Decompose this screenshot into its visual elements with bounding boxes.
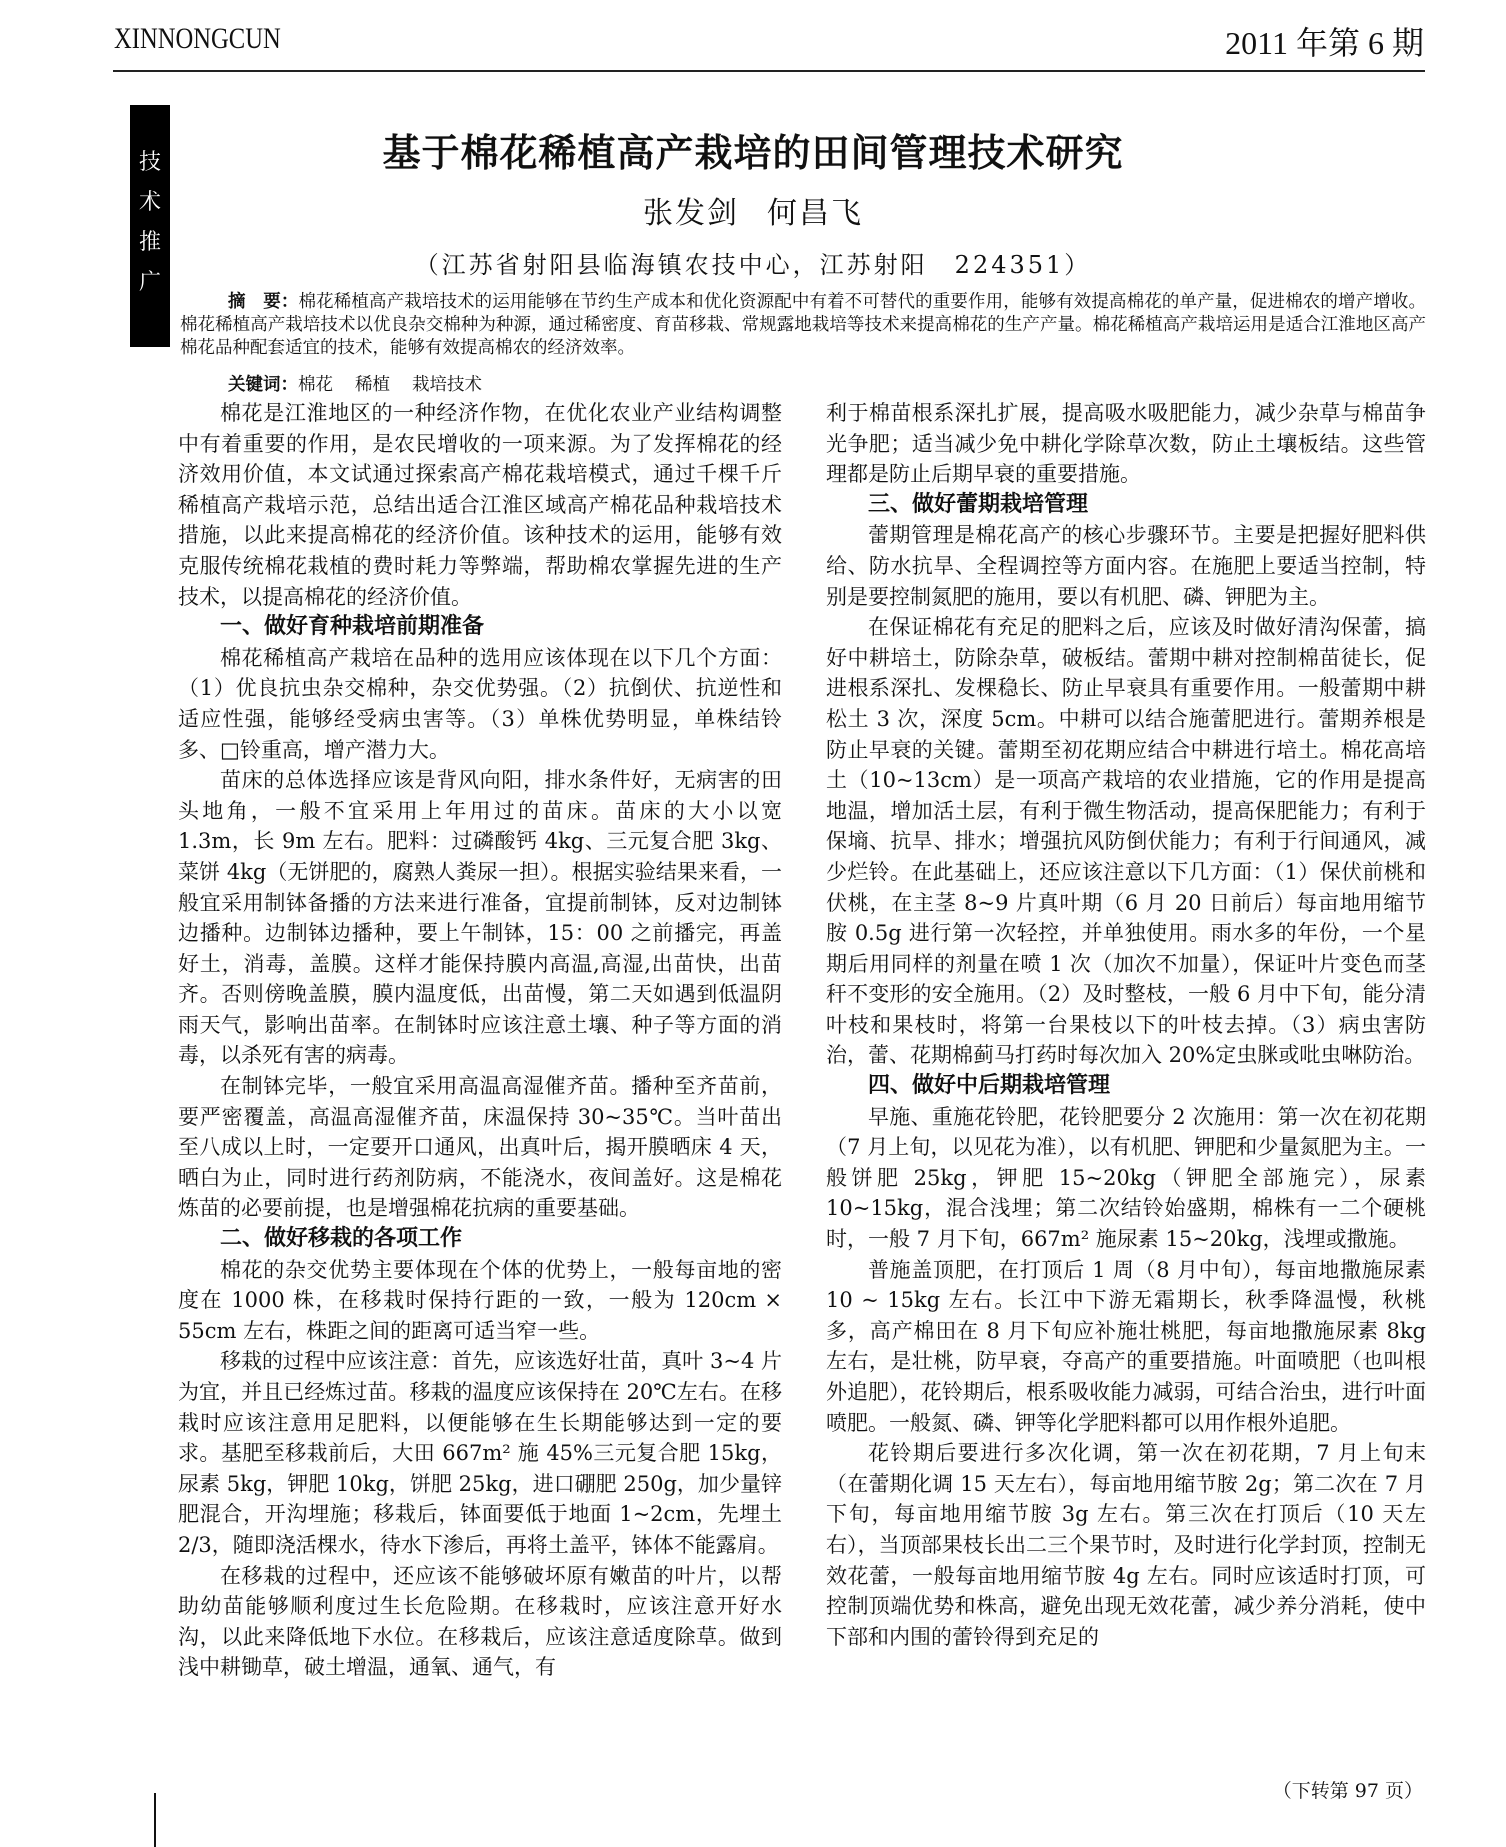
paragraph: 蕾期管理是棉花高产的核心步骤环节。主要是把握好肥料供给、防水抗旱、全程调控等方面内容。在施肥上要适当控制，特别是要控制氮肥的施用，要以有机肥、磷、钾肥为主。 [826,523,1426,609]
side-tab-char: 术 [138,190,161,215]
keywords [228,371,504,396]
author-name: 张发剑 [643,196,739,231]
paragraph: 移栽的过程中应该注意：首先，应该选好壮苗，真叶 3~4 片为宜，并且已经炼过苗。移栽的温度应该保持在 20℃左右。在移栽时应该注意用足肥料，以便能够在生长期能够达到一定的要求。基肥至移栽前后，大田 667m² 施 45%三元复合肥 15kg，尿素 5kg，钾肥 10kg，饼肥 25kg，进口硼肥 250g，加少量锌肥混合，开沟埋施；移栽后，钵面要低于地面 1~2cm，先埋土 2/3，随即浇活棵水，待水下渗后，再将土盖平，钵体不能露肩。 [178,1349,782,1557]
body-column-left [178,398,782,1683]
paragraph: 花铃期后要进行多次化调，第一次在初花期，7 月上旬末（在蕾期化调 15 天左右），每亩地用缩节胺 2g；第二次在 7 月下旬，每亩地用缩节胺 3g 左右。第三次在打顶后（10 天左右），当顶部果枝长出二三个果节时，及时进行化学封顶，控制无效花蕾，一般每亩地用缩节胺 4g 左右。同时应该适时打顶，可控制顶端优势和株高，避免出现无效花蕾，减少养分消耗，使中下部和内围的蕾铃得到充足的 [826,1441,1426,1649]
paragraph: 苗床的总体选择应该是背风向阳，排水条件好，无病害的田头地角，一般不宜采用上年用过的苗床。苗床的大小以宽 1.3m，长 9m 左右。肥料：过磷酸钙 4kg、三元复合肥 3kg、菜饼 4kg（无饼肥的，腐熟人粪尿一担）。根据实验结果来看，一般宜采用制钵备播的方法来进行准备，宜提前制钵，反对边制钵边播种。边制钵边播种，要上午制钵，15：00 之前播完，再盖好土，消毒，盖膜。这样才能保持膜内高温,高湿,出苗快，出苗齐。否则傍晚盖膜，膜内温度低，出苗慢，第二天如遇到低温阴雨天气，影响出苗率。在制钵时应该注意土壤、种子等方面的消毒，以杀死有害的病毒。 [178,768,782,1068]
body-column-right [826,398,1426,1652]
section-heading-1: 一、做好育种栽培前期准备 [220,614,485,640]
intro-paragraph: 棉花是江淮地区的一种经济作物，在优化农业产业结构调整中有着重要的作用，是农民增收的一项来源。为了发挥棉花的经济效用价值，本文试通过探索高产棉花栽培模式，通过千棵千斤稀植高产栽培示范，总结出适合江淮区域高产棉花品种栽培技术措施，以此来提高棉花的经济价值。该种技术的运用，能够有效克服传统棉花栽植的费时耗力等弊端，帮助棉农掌握先进的生产技术，以提高棉花的经济价值。 [178,401,782,609]
paragraph: 普施盖顶肥，在打顶后 1 周（8 月中旬），每亩地撒施尿素 10 ~ 15kg 左右。长江中下游无霜期长，秋季降温慢，秋桃多，高产棉田在 8 月下旬应补施壮桃肥，每亩地撒施尿素 8kg 左右，是壮桃，防早衰，夺高产的重要措施。叶面喷肥（也叫根外追肥），花铃期后，根系吸收能力减弱，可结合治虫，进行叶面喷肥。一般氮、磷、钾等化学肥料都可以用作根外追肥。 [826,1257,1426,1435]
paragraph-continued: 利于棉苗根系深扎扩展，提高吸水吸肥能力，减少杂草与棉苗争光争肥；适当减少免中耕化学除草次数，防止土壤板结。这些管理都是防止后期早衰的重要措施。 [826,401,1426,487]
paragraph: 在保证棉花有充足的肥料之后，应该及时做好清沟保蕾，搞好中耕培土，防除杂草，破板结。蕾期中耕对控制棉苗徒长，促进根系深扎、发棵稳长、防止早衰具有重要作用。一般蕾期中耕松土 3 次，深度 5cm。中耕可以结合施蕾肥进行。蕾期养根是防止早衰的关键。蕾期至初花期应结合中耕进行培土。棉花高培土（10~13cm）是一项高产栽培的农业措施，它的作用是提高地温，增加活土层，有利于微生物活动，提高保肥能力；有利于保墒、抗旱、排水；增强抗风防倒伏能力；有利于行间通风，减少烂铃。在此基础上，还应该注意以下几方面：（1）保伏前桃和伏桃，在主茎 8~9 片真叶期（6 月 20 日前后）每亩地用缩节胺 0.5g 进行第一次轻控，并单独使用。雨水多的年份，一个星期后用同样的剂量在喷 1 次（加次不加量），保证叶片变色而茎秆不变形的安全施用。（2）及时整枝，一般 6 月中下旬，能分清叶枝和果枝时，将第一台果枝以下的叶枝去掉。（3）病虫害防治，蕾、花期棉蓟马打药时每次加入 20%定虫脒或吡虫啉防治。 [826,615,1426,1068]
abstract-text: 棉花稀植高产栽培技术的运用能够在节约生产成本和优化资源配中有着不可替代的重要作用，能够有效提高棉花的单产量，促进棉农的增产增收。棉花稀植高产栽培技术以优良杂交棉种为种源，通过稀密度、育苗移栽、常规露地栽培等技术来提高棉花的生产产量。棉花稀植高产栽培运用是适合江淮地区高产棉花品种配套适宜的技术，能够有效提高棉农的经济效率。 [180,292,1427,358]
abstract-label: 摘 要： [228,292,299,312]
paragraph: 在移栽的过程中，还应该不能够破坏原有嫩苗的叶片，以帮助幼苗能够顺利度过生长危险期。在移栽时，应该注意开好水沟，以此来降低地下水位。在移栽后，应该注意适度除草。做到浅中耕锄草，破土增温，通氧、通气，有 [178,1563,782,1680]
abstract [180,291,1426,360]
keyword: 棉花 [298,375,333,395]
margin-rule [154,1793,156,1847]
section-heading-3: 三、做好蕾期栽培管理 [868,491,1089,517]
paragraph: 在制钵完毕，一般宜采用高温高湿催齐苗。播种至齐苗前，要严密覆盖，高温高湿催齐苗，床温保持 30~35℃。当叶苗出至八成以上时，一定要开口通风，出真叶后，揭开膜晒床 4 天，晒白为止，同时进行药剂防病，不能浇水，夜间盖好。这是棉花炼苗的必要前提，也是增强棉花抗病的重要基础。 [178,1074,782,1221]
article-title: 基于棉花稀植高产栽培的田间管理技术研究 [382,131,1124,175]
issue-number: 2011 年第 6 期 [1225,25,1424,61]
section-heading-2: 二、做好移栽的各项工作 [220,1226,463,1252]
side-tab-char: 推 [138,230,161,255]
paragraph: 棉花稀植高产栽培在品种的选用应该体现在以下几个方面：（1）优良抗虫杂交棉种，杂交优势强。（2）抗倒伏、抗逆性和适应性强，能够经受病虫害等。（3）单株优势明显，单株结铃多、□铃重高，增产潜力大。 [178,645,782,762]
author-name: 何昌飞 [767,196,863,231]
author-affiliation: （江苏省射阳县临海镇农技中心，江苏射阳 224351） [414,251,1092,279]
section-heading-4: 四、做好中后期栽培管理 [868,1073,1111,1099]
keyword: 稀植 [355,375,390,395]
side-tab-char: 技 [138,150,161,175]
paragraph: 早施、重施花铃肥，花铃肥要分 2 次施用：第一次在初花期（7 月上旬，以见花为准），以有机肥、钾肥和少量氮肥为主。一般饼肥 25kg，钾肥 15~20kg（钾肥全部施完），尿素 10~15kg，混合浅埋；第二次结铃始盛期，棉株有一二个硬桃时，一般 7 月下旬，667m² 施尿素 15~20kg，浅埋或撒施。 [826,1104,1426,1252]
journal-name: XINNONGCUN [114,22,281,55]
author-list [0,188,1506,232]
header-divider [113,70,1425,72]
paragraph: 棉花的杂交优势主要体现在个体的优势上，一般每亩地的密度在 1000 株，在移栽时保持行距的一致，一般为 120cm × 55cm 左右，株距之间的距离可适当窄一些。 [178,1257,782,1343]
keywords-label: 关键词： [228,375,298,395]
keyword: 栽培技术 [412,375,482,395]
side-tab-char: 广 [138,270,161,295]
continued-on-page-note: （下转第 97 页） [1272,1780,1423,1802]
